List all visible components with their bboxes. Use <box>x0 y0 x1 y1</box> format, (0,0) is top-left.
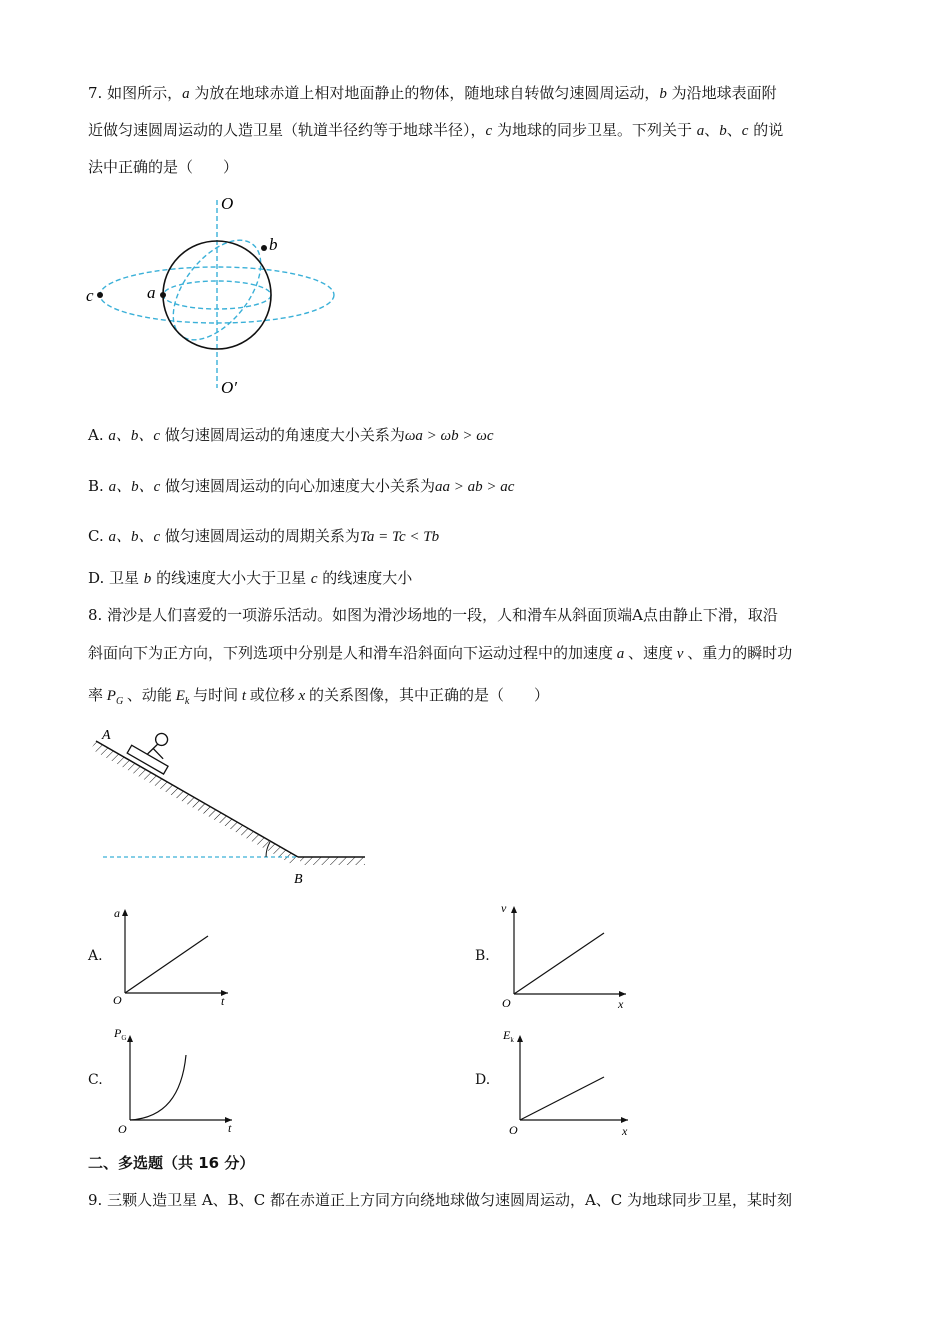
svg-text:t: t <box>228 1121 232 1135</box>
svg-text:PG: $P_G$ <box>114 1026 127 1042</box>
label-c: c <box>86 286 94 305</box>
relation-accel: aa > ab > ac <box>435 479 515 495</box>
graph-d <box>500 1025 635 1137</box>
graph-b-label: B. <box>475 948 490 964</box>
svg-text:a: a <box>114 906 120 920</box>
graph-c-label: C. <box>88 1072 103 1088</box>
label-O-prime: O′ <box>221 378 237 397</box>
q8-line2: 斜面向下为正方向，下列选项中分别是人和滑车沿斜面向下运动过程中的加速度 a 、速度 v 、重力的瞬时功 <box>88 644 793 662</box>
label-A: A <box>102 728 111 743</box>
q8-line3: 率 $P_G$ 、动能 $E_k$ 与时间 t 或位移 x 的关系图像，其中正确的是（ ） <box>88 686 549 707</box>
q8-line1: 8. 滑沙是人们喜爱的一项游乐活动。如图为滑沙场地的一段，人和滑车从斜面顶端A点由静止下滑，取沿 <box>88 606 778 624</box>
graph-d-label: D. <box>475 1072 491 1088</box>
earth-satellite-figure <box>80 190 350 400</box>
q7-line2: 近做匀速圆周运动的人造卫星（轨道半径约等于地球半径），c 为地球的同步卫星。下列关于 a、b、c 的说 <box>88 121 784 139</box>
section-heading: 二、多选题（共 16 分） <box>88 1154 255 1172</box>
svg-text:Ek: $E_k$ <box>503 1028 514 1044</box>
label-a: a <box>147 283 156 302</box>
label-b: b <box>269 235 278 254</box>
q7-line1: 7. 如图所示，a 为放在地球赤道上相对地面静止的物体，随地球自转做匀速圆周运动，b 为沿地球表面附 <box>88 84 777 102</box>
relation-omega: ωa > ωb > ωc <box>404 428 494 444</box>
q7-option-b: B. a、b、c 做匀速圆周运动的向心加速度大小关系为aa > ab > ac <box>88 477 515 495</box>
graph-c <box>110 1025 240 1137</box>
q7-option-d: D. 卫星 b 的线速度大小大于卫星 c 的线速度大小 <box>88 569 413 587</box>
relation-period: Ta = Tc < Tb <box>359 529 440 545</box>
svg-text:t: t <box>221 994 225 1008</box>
svg-text:v: v <box>501 901 507 915</box>
svg-text:x: x <box>618 997 624 1011</box>
label-O: O <box>221 194 234 213</box>
svg-text:O: O <box>502 996 511 1010</box>
svg-text:O: O <box>113 993 122 1007</box>
svg-text:O: O <box>118 1122 127 1136</box>
q9-line1: 9. 三颗人造卫星 A、B、C 都在赤道正上方同方向绕地球做匀速圆周运动，A、C 为地球同步卫星，某时刻 <box>88 1191 793 1209</box>
graph-b <box>498 900 633 1012</box>
svg-text:x: x <box>622 1124 628 1137</box>
label-B: B <box>294 872 303 887</box>
q7-option-a: A. a、b、c 做匀速圆周运动的角速度大小关系为ωa > ωb > ωc <box>88 426 494 444</box>
slope-figure <box>88 725 378 890</box>
graph-a-label: A. <box>88 948 103 964</box>
svg-text:O: O <box>509 1123 518 1137</box>
q7-option-c: C. a、b、c 做匀速圆周运动的周期关系为Ta = Tc < Tb <box>88 527 440 545</box>
graph-a <box>110 905 235 1010</box>
q7-line3: 法中正确的是（ ） <box>88 158 239 176</box>
